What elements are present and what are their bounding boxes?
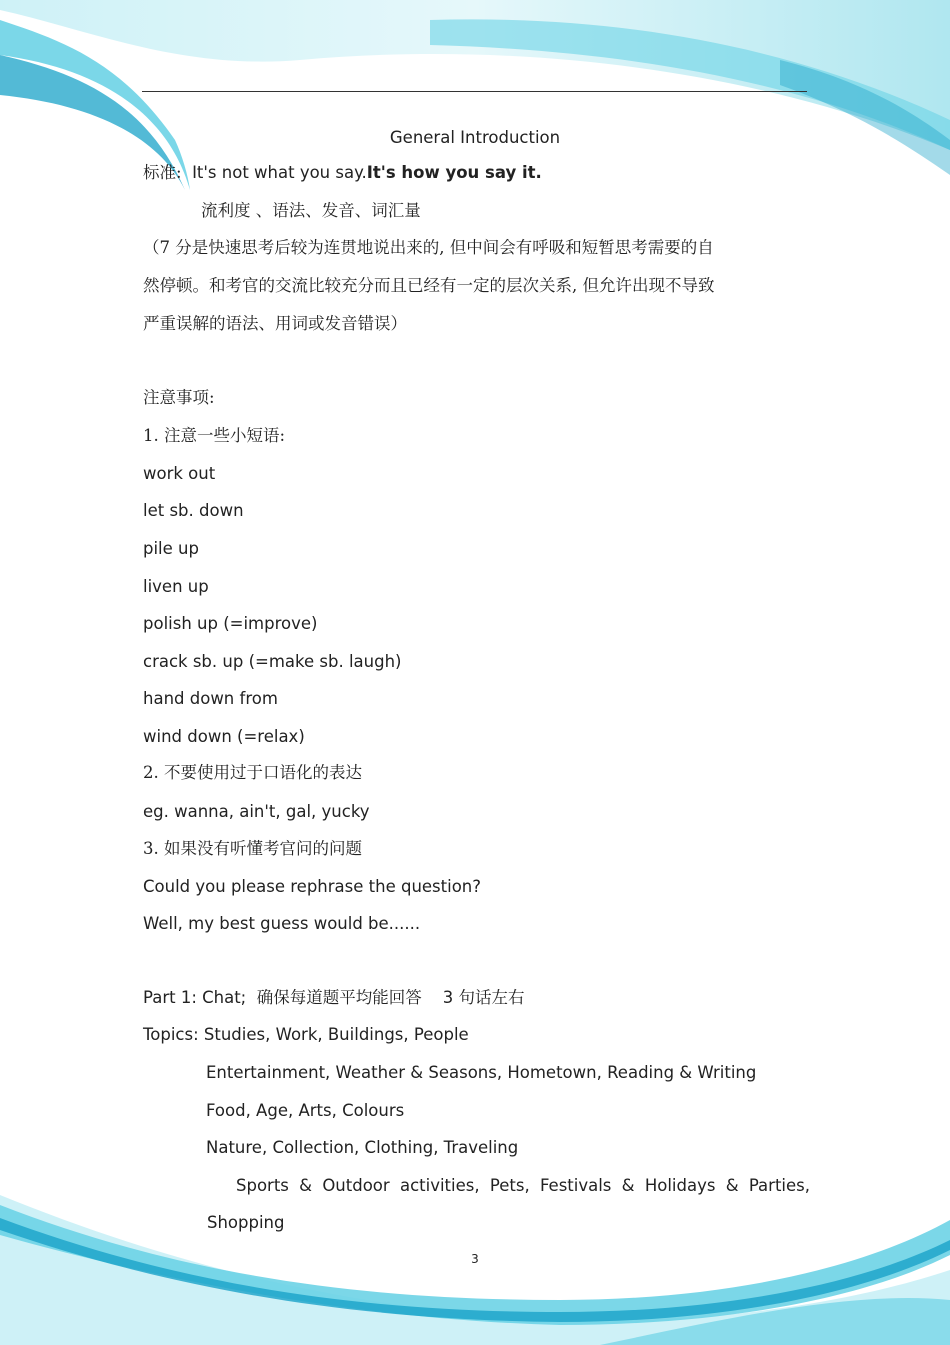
topics-line-4: Nature, Collection, Clothing, Traveling xyxy=(206,1138,519,1157)
page-number: 3 xyxy=(471,1252,479,1266)
topic-word: & xyxy=(725,1176,739,1195)
note-line-2: 然停顿。和考官的交流比较充分而且已经有一定的层次关系, 但允许出现不导致 xyxy=(143,276,715,295)
note-line-1: （7 分是快速思考后较为连贯地说出来的, 但中间会有呼吸和短暂思考需要的自 xyxy=(143,238,714,257)
topic-word: Outdoor xyxy=(322,1176,390,1195)
topic-word: & xyxy=(299,1176,313,1195)
page-title: General Introduction xyxy=(389,128,561,147)
topic-word: Parties, xyxy=(748,1176,810,1195)
phrase-item: hand down from xyxy=(143,689,278,708)
topic-word: Holidays xyxy=(644,1176,716,1195)
phrase-item: liven up xyxy=(143,577,209,596)
attention-heading: 注意事项: xyxy=(143,388,215,407)
standard-line xyxy=(143,162,542,184)
standard-bold: It's how you say it. xyxy=(366,163,542,182)
part1-label: Part 1: Chat; xyxy=(143,988,247,1007)
question-phrase: Well, my best guess would be...... xyxy=(143,914,421,933)
topic-word: activities, xyxy=(399,1176,480,1195)
phrase-item: let sb. down xyxy=(143,501,244,520)
part1-note: 确保每道题平均能回答 xyxy=(256,988,422,1007)
point-2: 2. 不要使用过于口语化的表达 xyxy=(143,763,362,782)
topic-word: Pets, xyxy=(489,1176,530,1195)
criteria-line: 流利度 、语法、发音、词汇量 xyxy=(201,201,421,220)
topic-word: Sports xyxy=(236,1176,289,1195)
question-phrase: Could you please rephrase the question? xyxy=(143,877,482,896)
part1-line xyxy=(143,987,524,1009)
topics-line-5 xyxy=(236,1175,810,1197)
part1-count: 3 句话左右 xyxy=(442,988,525,1007)
point-2-example: eg. wanna, ain't, gal, yucky xyxy=(143,802,370,821)
phrase-item: polish up (=improve) xyxy=(143,614,318,633)
point-1: 1. 注意一些小短语: xyxy=(143,426,286,445)
standard-label: 标准: xyxy=(143,163,182,182)
phrase-item: crack sb. up (=make sb. laugh) xyxy=(143,652,402,671)
note-line-3: 严重误解的语法、用词或发音错误） xyxy=(143,314,407,333)
topics-line-2: Entertainment, Weather & Seasons, Hometown, Reading & Writing xyxy=(206,1063,757,1082)
topic-word: Festivals xyxy=(539,1176,612,1195)
topics-line-3: Food, Age, Arts, Colours xyxy=(206,1101,405,1120)
standard-plain: It's not what you say. xyxy=(192,163,367,182)
point-3: 3. 如果没有听懂考官问的问题 xyxy=(143,839,362,858)
phrase-item: work out xyxy=(143,464,216,483)
topic-word: & xyxy=(621,1176,635,1195)
topics-line-6: Shopping xyxy=(207,1213,285,1232)
topics-line-1: Topics: Studies, Work, Buildings, People xyxy=(143,1025,469,1044)
phrase-item: pile up xyxy=(143,539,199,558)
phrase-item: wind down (=relax) xyxy=(143,727,305,746)
header-rule xyxy=(142,91,807,92)
